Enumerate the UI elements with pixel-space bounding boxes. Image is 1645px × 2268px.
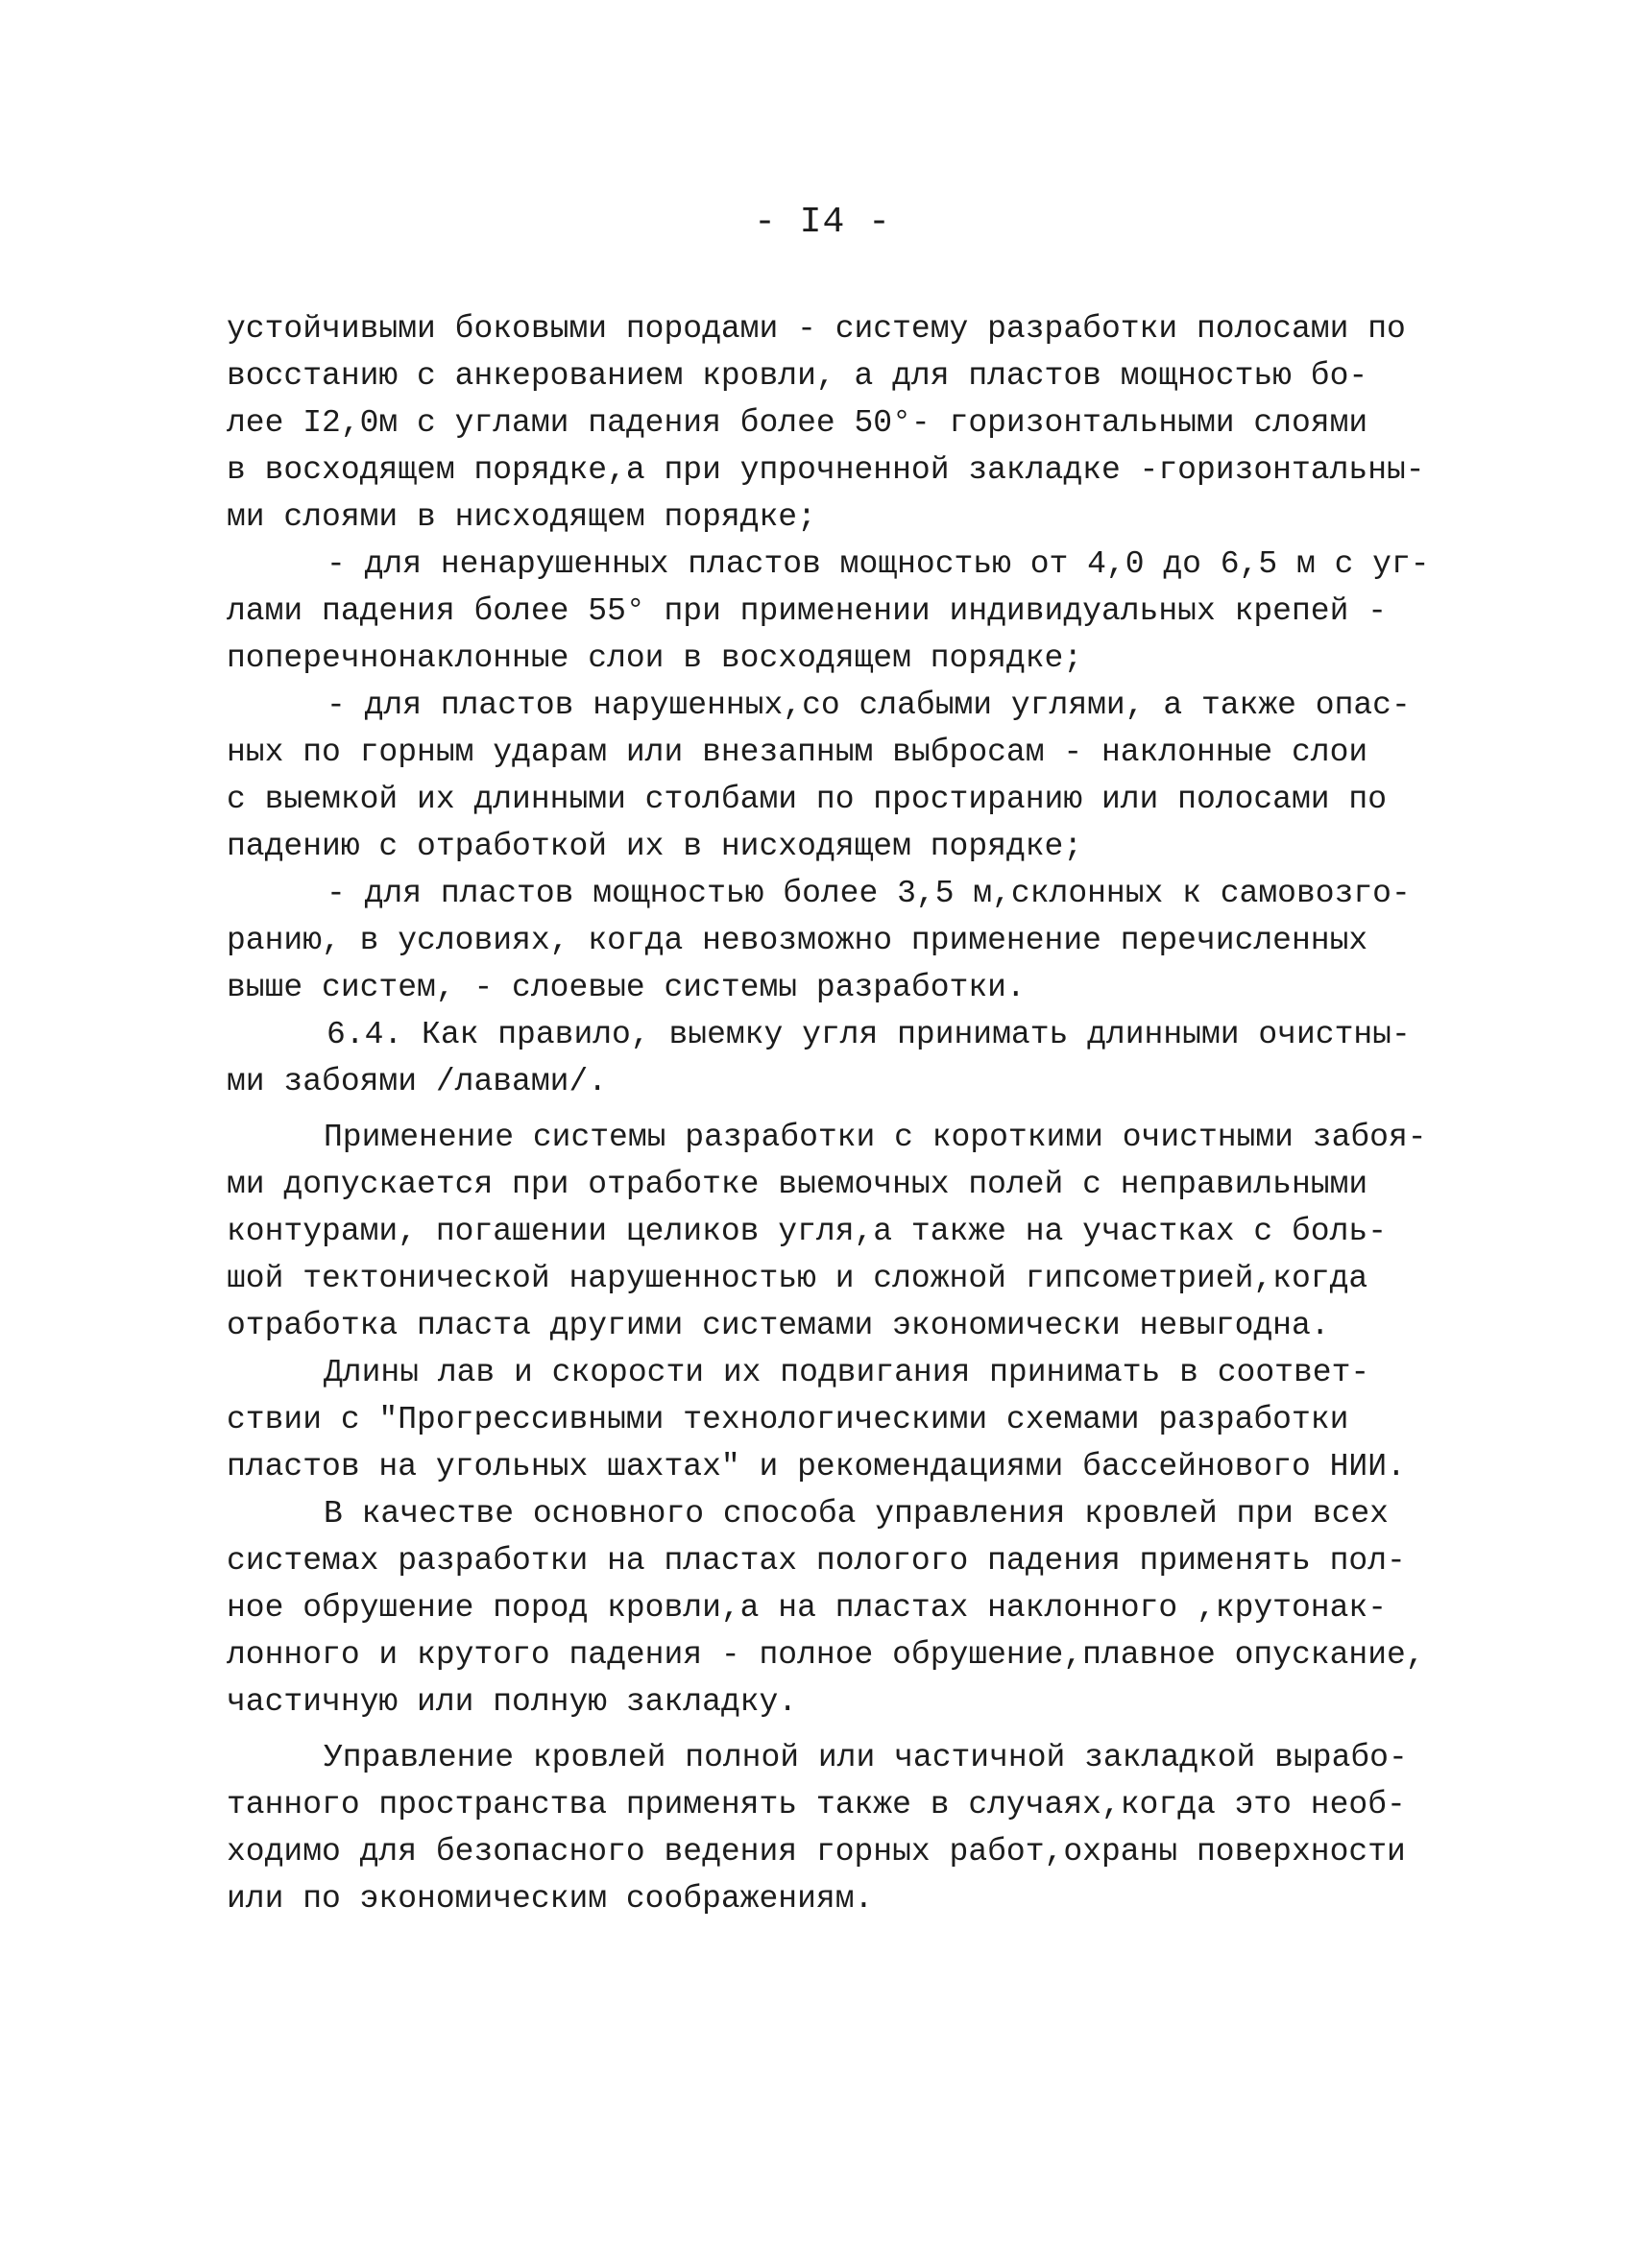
text-line: танного пространства применять также в случаях,когда это необ- [227,1787,1406,1822]
text-line: 6.4. Как правило, выемку угля принимать длинными очистны- [327,1017,1411,1052]
text-line: или по экономическим соображениям. [227,1881,874,1917]
text-line: ми забоями /лавами/. [227,1064,608,1099]
text-line: лами падения более 55° при применении индивидуальных крепей - [227,593,1387,629]
text-line: контурами, погашении целиков угля,а также на участках с боль- [227,1214,1387,1249]
text-line: ное обрушение пород кровли,а на пластах наклонного ,крутонак- [227,1590,1387,1626]
text-line: шой тектонической нарушенностью и сложной гипсометрией,когда [227,1261,1368,1296]
text-line: восстанию с анкерованием кровли, а для пластов мощностью бо- [227,358,1368,394]
text-line: ми допускается при отработке выемочных полей с неправильными [227,1167,1368,1202]
text-line: с выемкой их длинными столбами по простиранию или полосами по [227,782,1387,817]
text-line: лее I2,0м с углами падения более 50°- горизонтальными слоями [227,405,1368,441]
text-line: поперечнонаклонные слои в восходящем порядке; [227,640,1083,676]
text-line: ми слоями в нисходящем порядке; [227,499,816,535]
text-line: частичную или полную закладку. [227,1684,798,1720]
text-line: - для пластов мощностью более 3,5 м,склонных к самовозго- [327,876,1411,911]
text-line: устойчивыми боковыми породами - систему разработки полосами по [227,311,1406,347]
text-line: пластов на угольных шахтах" и рекомендациями бассейнового НИИ. [227,1449,1406,1484]
page-number: - I4 - [754,202,891,243]
text-line: системах разработки на пластах пологого падения применять пол- [227,1543,1406,1579]
body-text [227,305,1465,1922]
text-line: отработка пласта другими системами экономически невыгодна. [227,1308,1330,1343]
text-line: - для пластов нарушенных,со слабыми углями, а также опас- [327,688,1411,723]
text-line: выше систем, - слоевые системы разработки. [227,970,1026,1005]
text-line: ранию, в условиях, когда невозможно применение перечисленных [227,923,1368,958]
text-line: - для ненарушенных пластов мощностью от 4,0 до 6,5 м с уг- [327,546,1430,582]
text-line: лонного и крутого падения - полное обрушение,плавное опускание, [227,1637,1425,1673]
text-line: Длины лав и скорости их подвигания принимать в соответ- [324,1355,1370,1390]
text-line: в восходящем порядке,а при упрочненной закладке -горизонтальны- [227,452,1425,488]
text-line: ных по горным ударам или внезапным выбросам - наклонные слои [227,735,1368,770]
text-line: Управление кровлей полной или частичной закладкой вырабо- [324,1740,1408,1775]
text-line: Применение системы разработки с короткими очистными забоя- [324,1120,1427,1155]
text-line: ходимо для безопасного ведения горных работ,охраны поверхности [227,1834,1406,1870]
text-line: В качестве основного способа управления кровлей при всех [324,1496,1389,1532]
text-line: падению с отработкой их в нисходящем порядке; [227,829,1083,864]
text-line: ствии с "Прогрессивными технологическими схемами разработки [227,1402,1349,1437]
